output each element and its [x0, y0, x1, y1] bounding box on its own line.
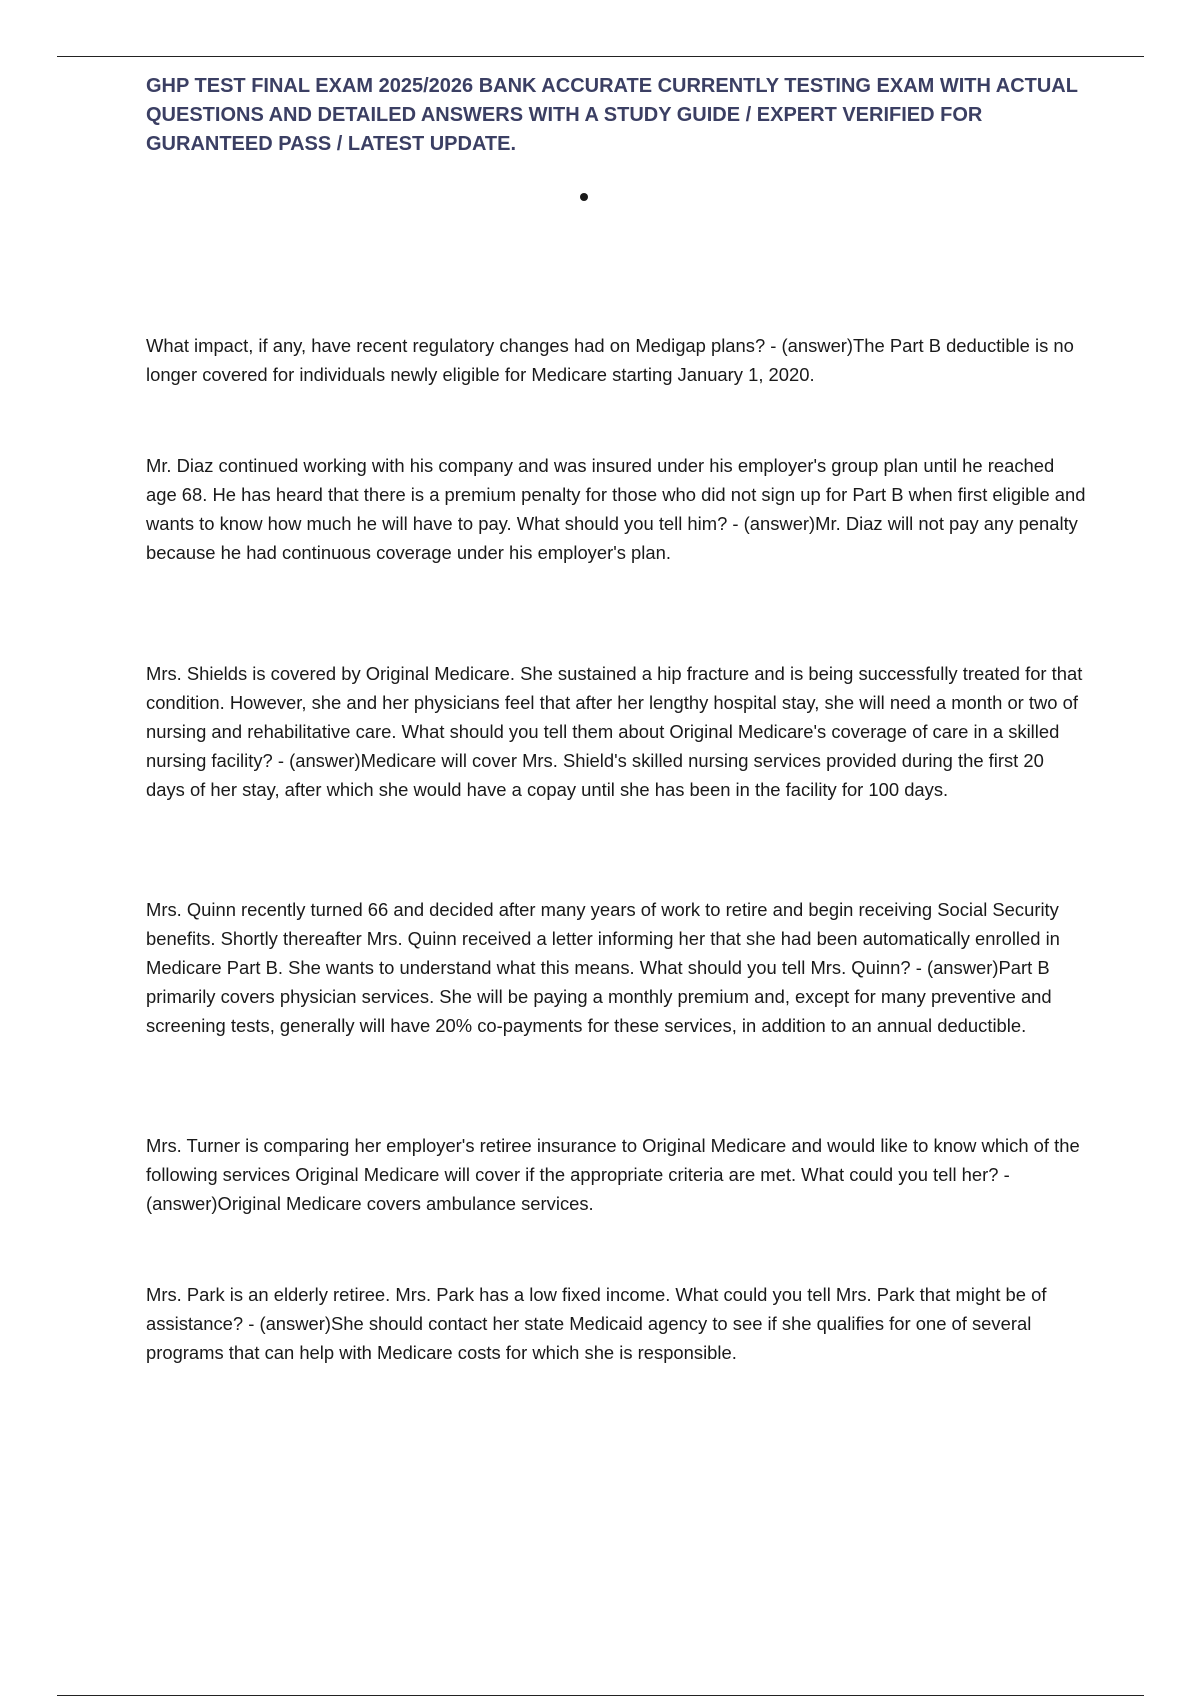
top-divider [57, 56, 1144, 57]
qa-item: Mrs. Turner is comparing her employer's retiree insurance to Original Medicare and would like to know which of the following services Original Medicare will cover if the appropriate criteria are met. What could you tell her? - (answer)Original Medicare covers ambulance services. [146, 1135, 1080, 1214]
qa-item: Mrs. Park is an elderly retiree. Mrs. Park has a low fixed income. What could you tell Mrs. Park that might be of assistance? - (answer)She should contact her state Medicaid agency to see if she qualifies for one of several programs that can help with Medicare costs for which she is responsible. [146, 1284, 1047, 1363]
qa-item: What impact, if any, have recent regulatory changes had on Medigap plans? - (answer)The Part B deductible is no longer covered for individuals newly eligible for Medicare starting January 1, 2020. [146, 335, 1074, 385]
bullet-point [580, 193, 588, 201]
bottom-divider [57, 1695, 1144, 1696]
document-title: GHP TEST FINAL EXAM 2025/2026 BANK ACCURATE CURRENTLY TESTING EXAM WITH ACTUAL QUESTIONS AND DETAILED ANSWERS WITH A STUDY GUIDE / EXPERT VERIFIED FOR GURANTEED PASS / LATEST UPDATE. [146, 75, 1078, 155]
qa-item: Mrs. Quinn recently turned 66 and decided after many years of work to retire and begin receiving Social Security benefits. Shortly thereafter Mrs. Quinn received a letter informing her that she had been automatically enrolled in Medicare Part B. She wants to understand what this means. What should you tell Mrs. Quinn? - (answer)Part B primarily covers physician services. She will be paying a monthly premium and, except for many preventive and screening tests, generally will have 20% co-payments for these services, in addition to an annual deductible. [146, 899, 1060, 1036]
qa-item: Mr. Diaz continued working with his company and was insured under his employer's group plan until he reached age 68. He has heard that there is a premium penalty for those who did not sign up for Part B when first eligible and wants to know how much he will have to pay. What should you tell him? - (answer)Mr. Diaz will not pay any penalty because he had continuous coverage under his employer's plan. [146, 455, 1086, 563]
qa-item: Mrs. Shields is covered by Original Medicare. She sustained a hip fracture and is being successfully treated for that condition. However, she and her physicians feel that after her lengthy hospital stay, she will need a month or two of nursing and rehabilitative care. What should you tell them about Original Medicare's coverage of care in a skilled nursing facility? - (answer)Medicare will cover Mrs. Shield's skilled nursing services provided during the first 20 days of her stay, after which she would have a copay until she has been in the facility for 100 days. [146, 663, 1083, 800]
